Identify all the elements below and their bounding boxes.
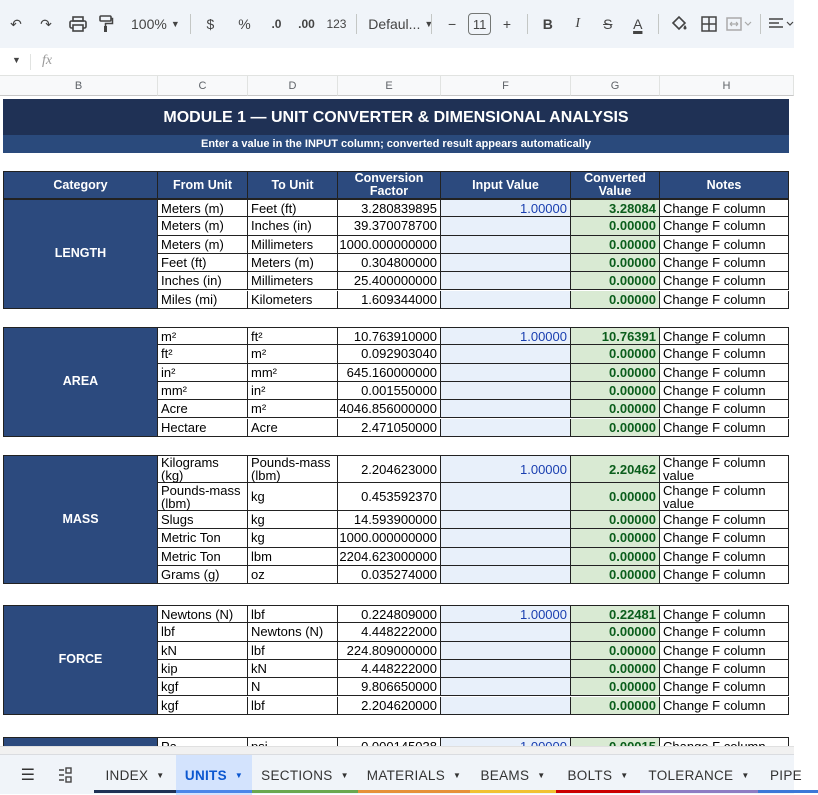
to-unit-cell[interactable]: Meters (m): [248, 254, 338, 272]
sheet-tab-color-bar: [358, 790, 470, 793]
factor-cell[interactable]: 645.160000000: [338, 364, 441, 382]
from-unit-cell[interactable]: kgf: [158, 697, 248, 715]
horizontal-scrollbar[interactable]: [0, 746, 794, 754]
factor-cell[interactable]: 0.224809000: [338, 605, 441, 623]
increase-decimals-button[interactable]: .00: [298, 17, 315, 31]
sheet-tab-color-bar: [640, 790, 758, 793]
input-value-cell[interactable]: [441, 236, 571, 254]
factor-cell[interactable]: 1000.000000000: [338, 529, 441, 547]
sheet-tab-label: BEAMS: [480, 767, 530, 783]
merge-cells-icon[interactable]: [727, 10, 752, 38]
converted-value-cell[interactable]: 0.00000: [571, 345, 660, 363]
from-unit-cell[interactable]: Newtons (N): [158, 605, 248, 623]
percent-button[interactable]: %: [238, 16, 251, 32]
chevron-down-icon: ▼: [234, 770, 244, 780]
notes-cell[interactable]: Change F column: [660, 345, 789, 363]
converted-value-cell[interactable]: 2.20462: [571, 455, 660, 483]
converted-value-cell[interactable]: 10.76391: [571, 327, 660, 345]
zoom-select[interactable]: [128, 10, 182, 38]
align-icon[interactable]: [769, 10, 794, 38]
factor-cell[interactable]: 2.204623000: [338, 455, 441, 483]
column-header-h[interactable]: H: [660, 76, 794, 96]
notes-cell[interactable]: Change F column value: [660, 455, 789, 483]
factor-cell[interactable]: 0.453592370: [338, 483, 441, 511]
sheet-tab-sections[interactable]: [252, 755, 358, 795]
sheet-tab-label: INDEX: [105, 767, 149, 783]
notes-cell[interactable]: Change F column: [660, 697, 789, 715]
sheet-tab-materials[interactable]: [358, 755, 470, 795]
redo-icon[interactable]: ↷: [40, 15, 52, 32]
to-unit-cell[interactable]: kg: [248, 483, 338, 511]
number-format-button[interactable]: 123: [326, 17, 347, 31]
sheet-tab-color-bar: [94, 790, 176, 793]
factor-cell[interactable]: 1000.000000000: [338, 236, 441, 254]
converted-value-cell[interactable]: 0.00000: [571, 272, 660, 290]
input-value-cell[interactable]: [441, 419, 571, 437]
sheet-tab-color-bar: [758, 790, 818, 793]
notes-cell[interactable]: Change F column: [660, 254, 789, 272]
input-value-cell[interactable]: [441, 660, 571, 678]
converted-value-cell[interactable]: 0.00000: [571, 697, 660, 715]
sheet-tab-tolerance[interactable]: [640, 755, 758, 795]
input-value-cell[interactable]: [441, 548, 571, 566]
chevron-down-icon: ▼: [424, 19, 434, 29]
text-color-button[interactable]: A: [633, 16, 643, 32]
font-value: Defaul...: [368, 16, 421, 32]
converted-value-cell[interactable]: 0.00000: [571, 364, 660, 382]
from-unit-cell[interactable]: Acre: [158, 400, 248, 418]
to-unit-cell[interactable]: ft²: [248, 327, 338, 345]
input-value-cell[interactable]: 1.00000: [441, 605, 571, 623]
input-value-cell[interactable]: [441, 529, 571, 547]
from-unit-cell[interactable]: kgf: [158, 678, 248, 696]
factor-cell[interactable]: 224.809000000: [338, 642, 441, 660]
from-unit-cell[interactable]: Inches (in): [158, 272, 248, 290]
from-unit-cell[interactable]: Grams (g): [158, 566, 248, 584]
paint-format-icon[interactable]: [94, 10, 118, 38]
column-header-d[interactable]: D: [248, 76, 338, 96]
to-unit-cell[interactable]: lbf: [248, 697, 338, 715]
sheet-tab-label: PIPE: [770, 767, 802, 783]
to-unit-cell[interactable]: Acre: [248, 419, 338, 437]
menu-icon[interactable]: ☰: [20, 767, 36, 784]
header-notes[interactable]: Notes: [660, 171, 789, 199]
divider: [30, 54, 31, 70]
sheet-title[interactable]: MODULE 1 — UNIT CONVERTER & DIMENSIONAL ANALYSIS: [3, 99, 789, 135]
input-value-cell[interactable]: [441, 382, 571, 400]
input-value-cell[interactable]: 1.00000: [441, 455, 571, 483]
notes-cell[interactable]: Change F column: [660, 382, 789, 400]
input-value-cell[interactable]: [441, 217, 571, 235]
factor-cell[interactable]: 0.304800000: [338, 254, 441, 272]
sheet-tab-label: SECTIONS: [261, 767, 333, 783]
input-value-cell[interactable]: [441, 642, 571, 660]
factor-cell[interactable]: 14.593900000: [338, 511, 441, 529]
converted-value-cell[interactable]: 0.00000: [571, 254, 660, 272]
chevron-down-icon: ▼: [170, 19, 180, 29]
header-converted-value[interactable]: Converted Value: [571, 171, 660, 199]
sheet-tab-color-bar: [252, 790, 358, 793]
formula-bar: [0, 48, 794, 76]
converted-value-cell[interactable]: 0.00000: [571, 660, 660, 678]
converted-value-cell[interactable]: 0.00000: [571, 548, 660, 566]
font-size-input[interactable]: 11: [468, 13, 491, 35]
currency-button[interactable]: $: [206, 16, 215, 32]
toolbar: [0, 0, 794, 48]
from-unit-cell[interactable]: Hectare: [158, 419, 248, 437]
input-value-cell[interactable]: [441, 400, 571, 418]
sheet-tab-label: MATERIALS: [366, 767, 445, 783]
factor-cell[interactable]: 3.280839895: [338, 199, 441, 217]
factor-cell[interactable]: 9.806650000: [338, 678, 441, 696]
input-value-cell[interactable]: 1.00000: [441, 199, 571, 217]
from-unit-cell[interactable]: Meters (m): [158, 236, 248, 254]
to-unit-cell[interactable]: oz: [248, 566, 338, 584]
divider: [527, 14, 528, 34]
factor-cell[interactable]: 2.204620000: [338, 697, 441, 715]
converted-value-cell[interactable]: 0.00000: [571, 419, 660, 437]
chevron-down-icon: ▼: [453, 770, 462, 780]
divider: [431, 14, 432, 34]
divider: [658, 14, 659, 34]
converted-value-cell[interactable]: 0.00000: [571, 236, 660, 254]
chevron-down-icon: ▼: [156, 770, 165, 780]
category-cell[interactable]: AREA: [3, 327, 158, 437]
notes-cell[interactable]: Change F column: [660, 419, 789, 437]
column-header-f[interactable]: F: [441, 76, 571, 96]
from-unit-cell[interactable]: Feet (ft): [158, 254, 248, 272]
sheet-tab-units[interactable]: [176, 755, 252, 795]
from-unit-cell[interactable]: Meters (m): [158, 199, 248, 217]
font-size-decrease-button[interactable]: −: [448, 16, 457, 32]
input-value-cell[interactable]: [441, 678, 571, 696]
notes-cell[interactable]: Change F column: [660, 400, 789, 418]
to-unit-cell[interactable]: kg: [248, 529, 338, 547]
chevron-down-icon: ▼: [340, 770, 349, 780]
to-unit-cell[interactable]: mm²: [248, 364, 338, 382]
factor-cell[interactable]: 2.471050000: [338, 419, 441, 437]
category-cell[interactable]: LENGTH: [3, 199, 158, 309]
header-category[interactable]: Category: [3, 171, 158, 199]
name-box-chevron-icon[interactable]: ▼: [12, 55, 21, 65]
fx-icon: fx: [42, 53, 53, 68]
borders-icon[interactable]: [697, 10, 721, 38]
italic-button[interactable]: I: [575, 16, 581, 31]
input-value-cell[interactable]: [441, 697, 571, 715]
to-unit-cell[interactable]: kN: [248, 660, 338, 678]
notes-cell[interactable]: Change F column: [660, 660, 789, 678]
factor-cell[interactable]: 0.092903040: [338, 345, 441, 363]
undo-icon[interactable]: ↶: [10, 15, 22, 32]
to-unit-cell[interactable]: lbf: [248, 605, 338, 623]
from-unit-cell[interactable]: Miles (mi): [158, 291, 248, 309]
column-header-g[interactable]: G: [571, 76, 660, 96]
converted-value-cell[interactable]: 0.00000: [571, 623, 660, 641]
sheet-tab-bar: [0, 754, 802, 794]
zoom-value: 100%: [131, 16, 167, 32]
sheet-tab-bolts[interactable]: [556, 755, 640, 795]
notes-cell[interactable]: Change F column: [660, 678, 789, 696]
to-unit-cell[interactable]: in²: [248, 382, 338, 400]
from-unit-cell[interactable]: in²: [158, 364, 248, 382]
from-unit-cell[interactable]: lbf: [158, 623, 248, 641]
factor-cell[interactable]: 39.370078700: [338, 217, 441, 235]
notes-cell[interactable]: Change F column: [660, 327, 789, 345]
input-value-cell[interactable]: [441, 364, 571, 382]
notes-cell[interactable]: Change F column: [660, 566, 789, 584]
factor-cell[interactable]: 0.035274000: [338, 566, 441, 584]
from-unit-cell[interactable]: Metric Ton: [158, 548, 248, 566]
notes-cell[interactable]: Change F column: [660, 548, 789, 566]
notes-cell[interactable]: Change F column: [660, 272, 789, 290]
sheet-subtitle[interactable]: Enter a value in the INPUT column; converted result appears automatically: [3, 135, 789, 153]
divider: [356, 14, 357, 34]
to-unit-cell[interactable]: Inches (in): [248, 217, 338, 235]
header-conversion-factor[interactable]: Conversion Factor: [338, 171, 441, 199]
sheet-tab-label: BOLTS: [567, 767, 613, 783]
to-unit-cell[interactable]: Kilometers: [248, 291, 338, 309]
from-unit-cell[interactable]: mm²: [158, 382, 248, 400]
notes-cell[interactable]: Change F column value: [660, 483, 789, 511]
input-value-cell[interactable]: [441, 511, 571, 529]
from-unit-cell[interactable]: Meters (m): [158, 217, 248, 235]
notes-cell[interactable]: Change F column: [660, 642, 789, 660]
factor-cell[interactable]: 1.609344000: [338, 291, 441, 309]
converted-value-cell[interactable]: 0.00000: [571, 483, 660, 511]
header-input-value[interactable]: Input Value: [441, 171, 571, 199]
input-value-cell[interactable]: [441, 272, 571, 290]
sheet-tab-label: TOLERANCE: [648, 767, 734, 783]
factor-cell[interactable]: 2204.623000000: [338, 548, 441, 566]
input-value-cell[interactable]: [441, 254, 571, 272]
header-from-unit[interactable]: From Unit: [158, 171, 248, 199]
converted-value-cell[interactable]: 0.00000: [571, 642, 660, 660]
notes-cell[interactable]: Change F column: [660, 364, 789, 382]
converted-value-cell[interactable]: 0.00000: [571, 217, 660, 235]
strikethrough-button[interactable]: S: [603, 16, 613, 32]
input-value-cell[interactable]: [441, 483, 571, 511]
sheet-tab-label: UNITS: [184, 767, 227, 783]
notes-cell[interactable]: Change F column: [660, 199, 789, 217]
converted-value-cell[interactable]: 0.00000: [571, 678, 660, 696]
to-unit-cell[interactable]: Newtons (N): [248, 623, 338, 641]
notes-cell[interactable]: Change F column: [660, 511, 789, 529]
input-value-cell[interactable]: [441, 623, 571, 641]
input-value-cell[interactable]: [441, 345, 571, 363]
to-unit-cell[interactable]: Millimeters: [248, 236, 338, 254]
divider: [190, 14, 191, 34]
chevron-down-icon: ▼: [620, 770, 629, 780]
converted-value-cell[interactable]: 0.00000: [571, 529, 660, 547]
print-icon[interactable]: [66, 10, 90, 38]
factor-cell[interactable]: 4.448222000: [338, 623, 441, 641]
converted-value-cell[interactable]: 0.00000: [571, 400, 660, 418]
converted-value-cell[interactable]: 0.00000: [571, 511, 660, 529]
factor-cell[interactable]: 10.763910000: [338, 327, 441, 345]
factor-cell[interactable]: 25.400000000: [338, 272, 441, 290]
to-unit-cell[interactable]: Pounds-mass (lbm): [248, 455, 338, 483]
sheet-grid: [0, 96, 794, 746]
to-unit-cell[interactable]: Millimeters: [248, 272, 338, 290]
header-to-unit[interactable]: To Unit: [248, 171, 338, 199]
notes-cell[interactable]: Change F column: [660, 236, 789, 254]
factor-cell[interactable]: 4046.856000000: [338, 400, 441, 418]
category-cell[interactable]: MASS: [3, 455, 158, 584]
column-header-b[interactable]: B: [0, 76, 158, 96]
converted-value-cell[interactable]: 3.28084: [571, 199, 660, 217]
to-unit-cell[interactable]: lbf: [248, 642, 338, 660]
from-unit-cell[interactable]: Pounds-mass (lbm): [158, 483, 248, 511]
sheet-tab-beams[interactable]: [470, 755, 556, 795]
category-cell[interactable]: FORCE: [3, 605, 158, 715]
converted-value-cell[interactable]: 0.00000: [571, 291, 660, 309]
from-unit-cell[interactable]: ft²: [158, 345, 248, 363]
sheet-tab-pipe[interactable]: [758, 755, 818, 795]
from-unit-cell[interactable]: kN: [158, 642, 248, 660]
notes-cell[interactable]: Change F column: [660, 605, 789, 623]
to-unit-cell[interactable]: lbm: [248, 548, 338, 566]
converted-value-cell[interactable]: 0.22481: [571, 605, 660, 623]
font-size-increase-button[interactable]: +: [502, 16, 512, 32]
sheet-tab-color-bar: [556, 790, 640, 793]
notes-cell[interactable]: Change F column: [660, 623, 789, 641]
from-unit-cell[interactable]: Metric Ton: [158, 529, 248, 547]
notes-cell[interactable]: Change F column: [660, 217, 789, 235]
to-unit-cell[interactable]: m²: [248, 345, 338, 363]
to-unit-cell[interactable]: Feet (ft): [248, 199, 338, 217]
input-value-cell[interactable]: [441, 291, 571, 309]
column-header-e[interactable]: E: [338, 76, 441, 96]
all-sheets-icon[interactable]: [50, 755, 80, 795]
from-unit-cell[interactable]: kip: [158, 660, 248, 678]
notes-cell[interactable]: Change F column: [660, 291, 789, 309]
converted-value-cell[interactable]: 0.00000: [571, 382, 660, 400]
chevron-down-icon: ▼: [537, 770, 546, 780]
fill-color-icon[interactable]: [667, 10, 691, 38]
input-value-cell[interactable]: [441, 566, 571, 584]
sheet-tab-index[interactable]: [94, 755, 176, 795]
to-unit-cell[interactable]: kg: [248, 511, 338, 529]
factor-cell[interactable]: 0.001550000: [338, 382, 441, 400]
font-select[interactable]: [365, 10, 434, 38]
divider: [760, 14, 761, 34]
bold-button[interactable]: B: [542, 16, 553, 32]
converted-value-cell[interactable]: 0.00000: [571, 566, 660, 584]
to-unit-cell[interactable]: N: [248, 678, 338, 696]
from-unit-cell[interactable]: Slugs: [158, 511, 248, 529]
to-unit-cell[interactable]: m²: [248, 400, 338, 418]
input-value-cell[interactable]: 1.00000: [441, 327, 571, 345]
decrease-decimals-button[interactable]: .0: [271, 17, 282, 31]
from-unit-cell[interactable]: m²: [158, 327, 248, 345]
sheet-tab-color-bar: [470, 790, 556, 793]
column-header-c[interactable]: C: [158, 76, 248, 96]
factor-cell[interactable]: 4.448222000: [338, 660, 441, 678]
notes-cell[interactable]: Change F column: [660, 529, 789, 547]
from-unit-cell[interactable]: Kilograms (kg): [158, 455, 248, 483]
chevron-down-icon: ▼: [741, 770, 750, 780]
sheet-tab-color-bar: [176, 790, 252, 793]
